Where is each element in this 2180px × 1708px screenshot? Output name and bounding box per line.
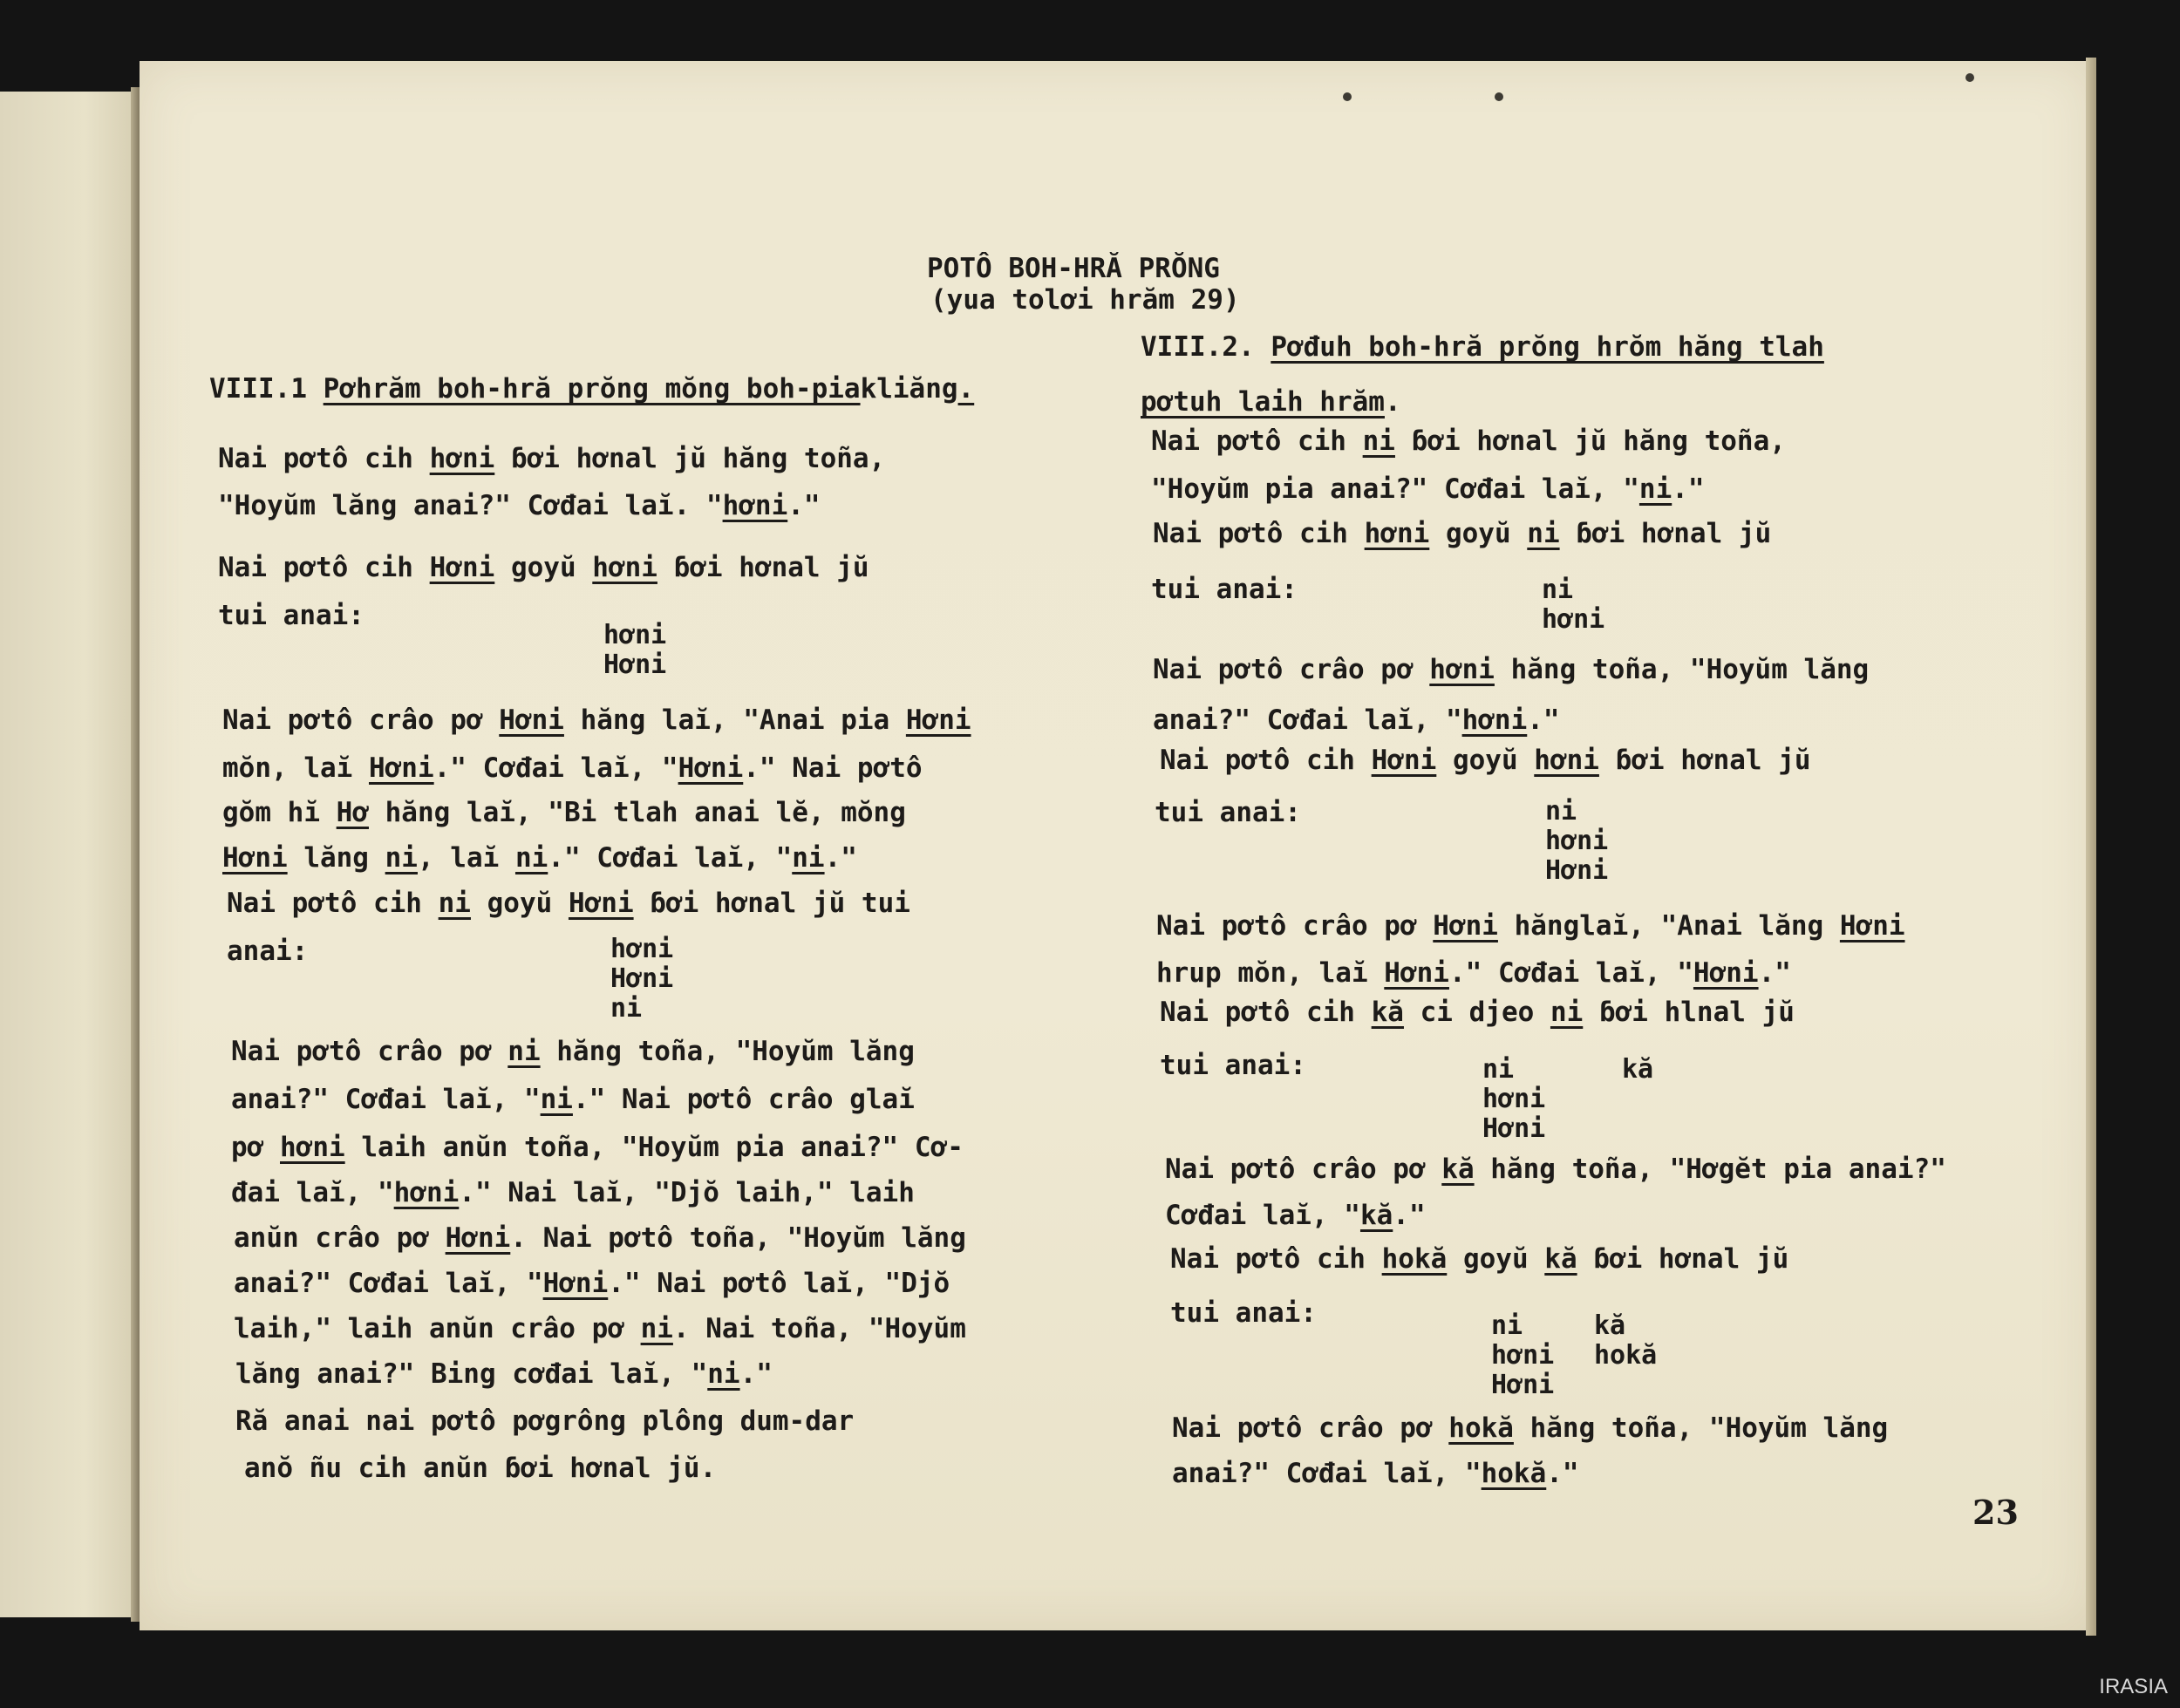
line-segment: anai: bbox=[227, 936, 309, 967]
word-stack bbox=[1542, 575, 1604, 635]
page-edge bbox=[2086, 58, 2096, 1636]
text-line bbox=[1160, 990, 1795, 1035]
underlined-word: kă bbox=[1441, 1153, 1475, 1185]
line-segment: ." bbox=[787, 490, 821, 521]
line-segment: , laĭ bbox=[417, 842, 515, 874]
line-segment: . bbox=[1384, 386, 1401, 418]
word-stack bbox=[1491, 1311, 1554, 1400]
underlined-word: ni bbox=[1527, 518, 1560, 549]
line-segment: Nai pơtô crâo pơ bbox=[1153, 654, 1430, 685]
stack-word: Hơni bbox=[610, 963, 674, 994]
binding-hole bbox=[1343, 92, 1352, 101]
underlined-word: kă bbox=[1544, 1243, 1577, 1275]
line-segment: ." bbox=[1758, 957, 1791, 989]
stack-word: kă bbox=[1594, 1310, 1626, 1341]
line-segment: kliăng bbox=[860, 373, 958, 405]
line-segment: Nai pơtô crâo pơ bbox=[1156, 910, 1434, 942]
line-segment: goyŭ bbox=[1429, 518, 1528, 549]
line-segment: "Hoyŭm pia anai?" Cơđai laĭ, " bbox=[1151, 473, 1639, 505]
underlined-word: hơni bbox=[1461, 704, 1528, 736]
line-segment: mŏn, laĭ bbox=[222, 752, 369, 784]
line-segment: ɓơi hơnal jŭ hăng toña, bbox=[494, 443, 886, 474]
underlined-word: pơtuh laih hrăm bbox=[1141, 386, 1385, 418]
text-line bbox=[231, 1077, 915, 1122]
underlined-word: Hơni bbox=[568, 888, 634, 919]
line-segment: ɓơi hơnal jŭ hăng toña, bbox=[1394, 425, 1786, 457]
text-line bbox=[1151, 567, 1298, 612]
line-segment: Nai pơtô cih bbox=[1170, 1243, 1382, 1275]
underlined-word: . bbox=[957, 373, 975, 405]
line-segment: hăng toña, "Hoyŭm lăng bbox=[1513, 1412, 1889, 1444]
underlined-word: kă bbox=[1371, 997, 1404, 1028]
text-line bbox=[227, 929, 308, 974]
line-segment: . Nai toña, "Hoyŭm bbox=[672, 1313, 966, 1344]
binding-hole bbox=[1495, 92, 1503, 101]
line-segment: ." Cơđai laĭ, " bbox=[1448, 957, 1693, 989]
line-segment: Nai pơtô cih bbox=[1151, 425, 1363, 457]
underlined-word: kă bbox=[1359, 1200, 1393, 1231]
text-line bbox=[222, 697, 971, 743]
line-segment: ." Nai pơtô laĭ, "Djŏ bbox=[608, 1268, 950, 1299]
text-line bbox=[1172, 1405, 1888, 1451]
line-segment: Cơđai laĭ, " bbox=[1165, 1200, 1360, 1231]
underlined-word: hơni bbox=[592, 552, 657, 583]
text-line bbox=[231, 1029, 915, 1074]
underlined-word: ni bbox=[540, 1084, 573, 1115]
page-number: 23 bbox=[1972, 1493, 2019, 1532]
text-line bbox=[1156, 903, 1905, 949]
line-segment: Nai pơtô cih bbox=[218, 552, 430, 583]
line-segment: VIII.2. bbox=[1141, 331, 1271, 363]
underlined-word: hơni bbox=[1429, 654, 1495, 685]
stack-word: hơni bbox=[1542, 604, 1605, 635]
line-segment: lăng anai?" Bing cơđai laĭ, " bbox=[235, 1358, 708, 1390]
stack-word: Hơni bbox=[1545, 855, 1609, 886]
stack-word: ni bbox=[1491, 1310, 1523, 1341]
underlined-word: Hơni bbox=[1384, 957, 1449, 989]
text-line bbox=[1165, 1147, 1946, 1192]
text-line bbox=[222, 745, 923, 791]
text-line bbox=[1155, 790, 1301, 835]
line-segment: Nai pơtô cih bbox=[218, 443, 430, 474]
line-segment: ." bbox=[824, 842, 857, 874]
line-segment: Nai pơtô cih bbox=[1153, 518, 1365, 549]
stack-word: ni bbox=[1482, 1054, 1515, 1085]
underlined-word: hơni bbox=[1364, 518, 1430, 549]
text-line bbox=[1151, 418, 1786, 464]
line-segment: ." bbox=[1546, 1458, 1579, 1489]
line-segment: hăng laĭ, "Bi tlah anai lĕ, mŏng bbox=[368, 797, 906, 828]
underlined-word: hơni bbox=[393, 1177, 460, 1208]
text-line bbox=[1172, 1451, 1579, 1496]
stack-word: hơni bbox=[1482, 1084, 1546, 1114]
line-segment: ." bbox=[1672, 473, 1705, 505]
underlined-word: hơni bbox=[280, 1132, 345, 1163]
text-line bbox=[235, 1398, 854, 1444]
underlined-word: Hơni bbox=[1433, 910, 1498, 942]
underlined-word: Hơni bbox=[905, 704, 971, 736]
stack-word: Hơni bbox=[1482, 1113, 1546, 1144]
line-segment: ɓơi hơnal jŭ bbox=[657, 552, 869, 583]
stack-word: hokă bbox=[1594, 1340, 1658, 1371]
line-segment: ." bbox=[739, 1358, 773, 1390]
stack-word: Hơni bbox=[1491, 1370, 1555, 1400]
word-stack bbox=[603, 621, 666, 680]
stack-word: hơni bbox=[1545, 826, 1609, 856]
underlined-word: ni bbox=[1638, 473, 1672, 505]
text-line bbox=[234, 1306, 966, 1351]
line-segment: ." Cơđai laĭ, " bbox=[548, 842, 793, 874]
underlined-word: ni bbox=[385, 842, 418, 874]
line-segment: Nai pơtô crâo pơ bbox=[1165, 1153, 1442, 1185]
underlined-word: Hơni bbox=[542, 1268, 609, 1299]
stack-word: ni bbox=[1542, 575, 1574, 605]
underlined-word: Hơ bbox=[336, 797, 369, 828]
underlined-word: Pơhrăm boh-hră prŏng mŏng boh-pia bbox=[323, 373, 861, 405]
word-stack bbox=[1482, 1055, 1545, 1144]
word-stack bbox=[1545, 797, 1608, 886]
underlined-word: Hơni bbox=[499, 704, 564, 736]
line-segment: tui anai: bbox=[218, 600, 364, 631]
underlined-word: Pơđuh boh-hră prŏng hrŏm hăng tlah bbox=[1271, 331, 1824, 363]
binding-hole bbox=[1965, 73, 1974, 82]
word-stack bbox=[1622, 1055, 1653, 1085]
text-line bbox=[234, 1215, 966, 1261]
underlined-word: hokă bbox=[1381, 1243, 1448, 1275]
line-segment: anai?" Cơđai laĭ, " bbox=[1153, 704, 1462, 736]
line-segment: lăng bbox=[287, 842, 385, 874]
line-segment: gŏm hĭ bbox=[222, 797, 337, 828]
stack-word: kă bbox=[1622, 1054, 1654, 1085]
line-segment: goyŭ bbox=[470, 888, 569, 919]
line-segment: hăng laĭ, "Anai pia bbox=[563, 704, 906, 736]
text-line bbox=[231, 1170, 915, 1215]
line-segment: anai?" Cơđai laĭ, " bbox=[234, 1268, 543, 1299]
underlined-word: Hơni bbox=[445, 1222, 511, 1254]
text-line bbox=[244, 1446, 716, 1491]
line-segment: Nai pơtô crâo pơ bbox=[1172, 1412, 1449, 1444]
line-segment: ." bbox=[1393, 1200, 1426, 1231]
text-line bbox=[231, 1125, 964, 1170]
text-line bbox=[234, 1261, 950, 1306]
line-segment: tui anai: bbox=[1155, 797, 1301, 828]
text-line bbox=[227, 881, 910, 926]
underlined-word: ni bbox=[1362, 425, 1395, 457]
line-segment: . Nai pơtô toña, "Hoyŭm lăng bbox=[510, 1222, 966, 1254]
line-segment: Nai pơtô crâo pơ bbox=[231, 1036, 508, 1067]
underlined-word: Hơni bbox=[678, 752, 744, 784]
text-line bbox=[1160, 738, 1811, 783]
line-segment: tui anai: bbox=[1170, 1297, 1317, 1329]
line-segment: Ră anai nai pơtô pơgrông plông dum-dar bbox=[235, 1405, 855, 1437]
line-segment: hăng toña, "Hoyŭm lăng bbox=[540, 1036, 915, 1067]
stack-word: hơni bbox=[610, 934, 674, 964]
line-segment: anŏ ñu cih anŭn ɓơi hơnal jŭ. bbox=[244, 1453, 717, 1484]
line-segment: laih," laih anŭn crâo pơ bbox=[234, 1313, 641, 1344]
underlined-word: ni bbox=[792, 842, 825, 874]
text-line bbox=[1165, 1193, 1426, 1238]
page-title: POTÔ BOH-HRĂ PRŎNG bbox=[927, 253, 1220, 284]
underlined-word: ni bbox=[1550, 997, 1584, 1028]
underlined-word: hơni bbox=[429, 443, 495, 474]
line-segment: hănglaĭ, "Anai lăng bbox=[1497, 910, 1840, 942]
line-segment: ɓơi hơnal jŭ bbox=[1559, 518, 1772, 549]
line-segment: laih anŭn toña, "Hoyŭm pia anai?" Cơ- bbox=[344, 1132, 964, 1163]
line-segment: goyŭ bbox=[1447, 1243, 1545, 1275]
line-segment: ." bbox=[1527, 704, 1560, 736]
line-segment: pơ bbox=[231, 1132, 280, 1163]
stack-word: Hơni bbox=[603, 650, 667, 680]
line-segment: "Hoyŭm lăng anai?" Cơđai laĭ. " bbox=[218, 490, 723, 521]
line-segment: ɓơi hlnal jŭ bbox=[1583, 997, 1795, 1028]
text-line bbox=[218, 483, 821, 528]
stack-word: hơni bbox=[1491, 1340, 1555, 1371]
underlined-word: Hơni bbox=[222, 842, 288, 874]
text-line bbox=[1170, 1236, 1788, 1282]
line-segment: hăng toña, "Hoyŭm lăng bbox=[1494, 654, 1870, 685]
line-segment: hrup mŏn, laĭ bbox=[1156, 957, 1385, 989]
stack-word: ni bbox=[610, 993, 643, 1024]
line-segment: anŭn crâo pơ bbox=[234, 1222, 446, 1254]
underlined-word: hơni bbox=[1534, 745, 1599, 776]
line-segment: Nai pơtô cih bbox=[1160, 745, 1372, 776]
watermark: IRASIA bbox=[2099, 1675, 2168, 1698]
line-segment: ɓơi hơnal jŭ bbox=[1577, 1243, 1789, 1275]
stack-word: ni bbox=[1545, 796, 1577, 827]
word-stack bbox=[610, 935, 673, 1024]
line-segment: ɓơi hơnal jŭ tui bbox=[633, 888, 910, 919]
underlined-word: Hơni bbox=[1371, 745, 1437, 776]
line-segment: ." Cơđai laĭ, " bbox=[433, 752, 678, 784]
line-segment: ." Nai laĭ, "Djŏ laih," laih bbox=[459, 1177, 915, 1208]
section-heading bbox=[1141, 324, 1824, 370]
line-segment: anai?" Cơđai laĭ, " bbox=[231, 1084, 541, 1115]
underlined-word: ni bbox=[707, 1358, 740, 1390]
underlined-word: hơni bbox=[722, 490, 788, 521]
underlined-word: Hơni bbox=[368, 752, 434, 784]
line-segment: hăng toña, "Hơgĕt pia anai?" bbox=[1474, 1153, 1946, 1185]
line-segment: đai laĭ, " bbox=[231, 1177, 394, 1208]
section-heading bbox=[209, 366, 974, 412]
line-segment: tui anai: bbox=[1151, 574, 1298, 605]
underlined-word: Hơni bbox=[1839, 910, 1905, 942]
line-segment: Nai pơtô cih bbox=[227, 888, 439, 919]
line-segment: goyŭ bbox=[1436, 745, 1535, 776]
previous-page-edge bbox=[0, 92, 141, 1617]
text-line bbox=[1153, 647, 1869, 692]
underlined-word: Hơni bbox=[1693, 957, 1759, 989]
line-segment: Nai pơtô cih bbox=[1160, 997, 1372, 1028]
line-segment: ." Nai pơtô bbox=[743, 752, 923, 784]
text-line bbox=[235, 1351, 773, 1397]
underlined-word: ni bbox=[508, 1036, 541, 1067]
line-segment: VIII.1 bbox=[209, 373, 324, 405]
underlined-word: hokă bbox=[1481, 1458, 1547, 1489]
text-line bbox=[222, 835, 857, 881]
line-segment: ci djeo bbox=[1403, 997, 1550, 1028]
line-segment: ɓơi hơnal jŭ bbox=[1598, 745, 1811, 776]
line-segment: Nai pơtô crâo pơ bbox=[222, 704, 500, 736]
underlined-word: ni bbox=[514, 842, 548, 874]
underlined-word: hokă bbox=[1448, 1412, 1514, 1444]
line-segment: ." Nai pơtô crâo glaĭ bbox=[572, 1084, 915, 1115]
underlined-word: ni bbox=[438, 888, 471, 919]
stack-word: hơni bbox=[603, 620, 667, 650]
underlined-word: Hơni bbox=[429, 552, 495, 583]
text-line bbox=[1160, 1043, 1306, 1088]
line-segment: goyŭ bbox=[494, 552, 593, 583]
text-line bbox=[1151, 466, 1705, 512]
text-line bbox=[222, 790, 906, 835]
text-line bbox=[218, 436, 885, 481]
line-segment: anai?" Cơđai laĭ, " bbox=[1172, 1458, 1482, 1489]
page-subtitle: (yua tolơi hrăm 29) bbox=[930, 284, 1240, 316]
text-line bbox=[1153, 697, 1560, 743]
text-line bbox=[218, 593, 364, 638]
line-segment: tui anai: bbox=[1160, 1050, 1306, 1081]
text-line bbox=[1153, 511, 1771, 556]
word-stack bbox=[1594, 1311, 1657, 1371]
text-line bbox=[1170, 1290, 1317, 1336]
text-line bbox=[218, 545, 869, 590]
underlined-word: ni bbox=[640, 1313, 673, 1344]
